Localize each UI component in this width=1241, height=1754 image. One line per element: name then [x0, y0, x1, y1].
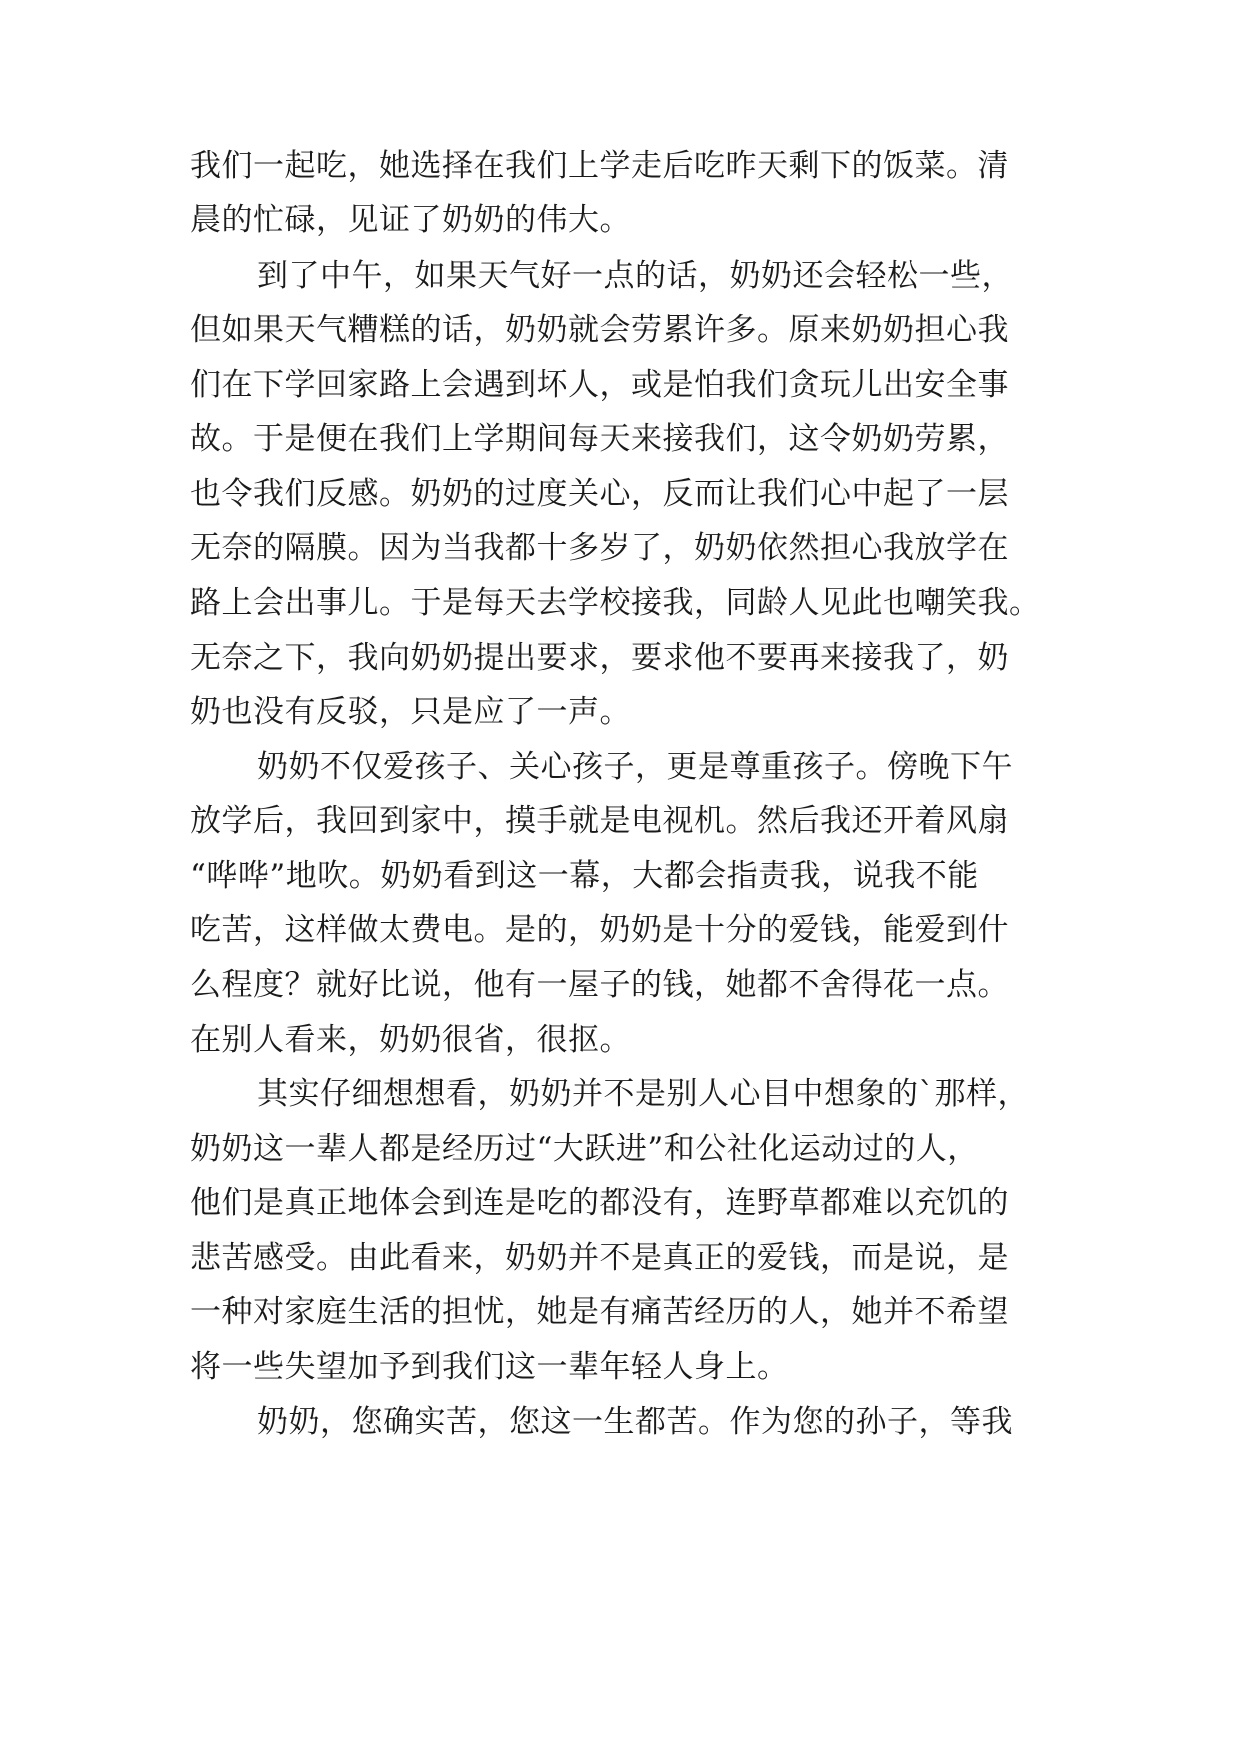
text-line: 么程度？就好比说，他有一屋子的钱，她都不舍得花一点。 [190, 967, 1009, 1003]
text-line: 也令我们反感。奶奶的过度关心，反而让我们心中起了一层 [190, 476, 1009, 512]
text-line: 奶也没有反驳，只是应了一声。 [190, 694, 631, 730]
text-line: 奶奶，您确实苦，您这一生都苦。作为您的孙子，等我 [257, 1404, 1013, 1440]
text-line: 放学后，我回到家中，摸手就是电视机。然后我还开着风扇 [190, 803, 1009, 839]
text-line: 在别人看来，奶奶很省，很抠。 [190, 1022, 631, 1058]
text-line: 到了中午，如果天气好一点的话，奶奶还会轻松一些， [257, 258, 1013, 294]
text-line: 路上会出事儿。于是每天去学校接我，同龄人见此也嘲笑我。 [190, 585, 1041, 621]
text-line: 悲苦感受。由此看来，奶奶并不是真正的爱钱，而是说，是 [190, 1240, 1009, 1276]
text-line: “哗哗”地吹。奶奶看到这一幕，大都会指责我，说我不能 [190, 858, 979, 894]
text-line: 但如果天气糟糕的话，奶奶就会劳累许多。原来奶奶担心我 [190, 312, 1009, 348]
text-line: 故。于是便在我们上学期间每天来接我们，这令奶奶劳累， [190, 421, 1009, 457]
text-line: 将一些失望加予到我们这一辈年轻人身上。 [190, 1349, 789, 1385]
text-line: 我们一起吃，她选择在我们上学走后吃昨天剩下的饭菜。清 [190, 148, 1009, 184]
text-line: 晨的忙碌，见证了奶奶的伟大。 [190, 202, 631, 238]
text-line: 奶奶这一辈人都是经历过“大跃进”和公社化运动过的人， [190, 1131, 979, 1167]
text-line: 们在下学回家路上会遇到坏人，或是怕我们贪玩儿出安全事 [190, 367, 1009, 403]
text-line: 无奈的隔膜。因为当我都十多岁了，奶奶依然担心我放学在 [190, 530, 1009, 566]
text-line: 奶奶不仅爱孩子、关心孩子，更是尊重孩子。傍晚下午 [257, 749, 1013, 785]
text-line: 他们是真正地体会到连是吃的都没有，连野草都难以充饥的 [190, 1185, 1009, 1221]
text-line: 一种对家庭生活的担忧，她是有痛苦经历的人，她并不希望 [190, 1294, 1009, 1330]
text-line: 吃苦，这样做太费电。是的，奶奶是十分的爱钱，能爱到什 [190, 912, 1009, 948]
text-line: 无奈之下，我向奶奶提出要求，要求他不要再来接我了，奶 [190, 640, 1009, 676]
text-line: 其实仔细想想看，奶奶并不是别人心目中想象的`那样， [257, 1076, 1029, 1112]
